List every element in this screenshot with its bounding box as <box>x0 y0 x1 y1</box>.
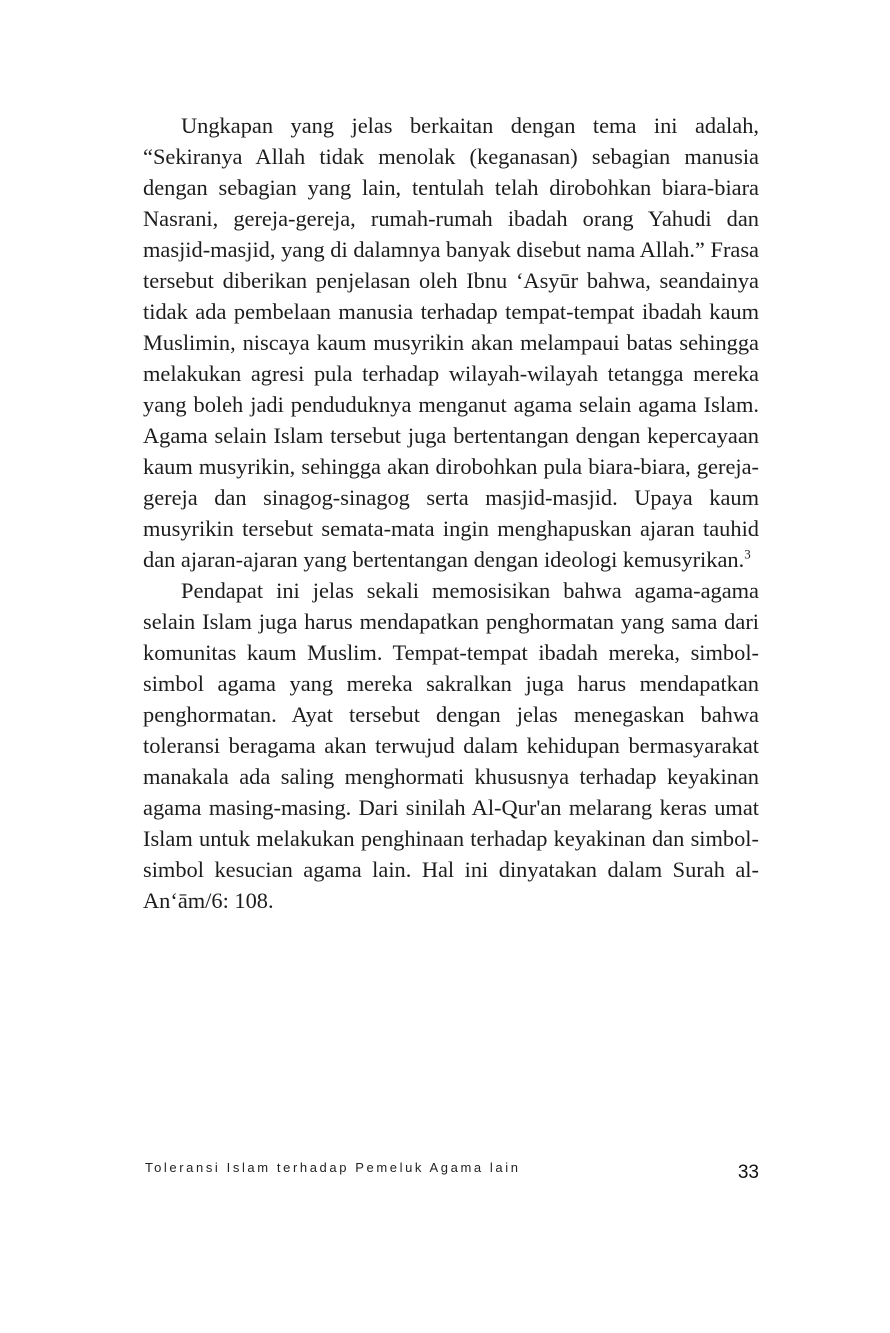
paragraph-2-text: Pendapat ini jelas sekali memosisikan bahwa agama-agama selain Islam juga harus mendapatkan penghormatan yang sama dari komunitas kaum Muslim. Tempat-tempat ibadah mereka, simbol-simbol agama yang mereka sakralkan juga harus mendapatkan penghormatan. Ayat tersebut dengan jelas menegaskan bahwa toleransi beragama akan terwujud dalam kehidupan bermasyarakat manakala ada saling menghormati khususnya terhadap keyakinan agama masing-masing. Dari sinilah Al-Qur'an melarang keras umat Islam untuk melakukan penghinaan terhadap keyakinan dan simbol-simbol kesucian agama lain. Hal ini dinyatakan dalam Surah al-An‘ām/6: 108. <box>143 578 759 913</box>
paragraph-2 <box>143 575 759 916</box>
footnote-marker: 3 <box>744 546 751 562</box>
page-footer <box>143 1160 759 1190</box>
paragraph-1 <box>143 110 759 575</box>
running-title: Toleransi Islam terhadap Pemeluk Agama lain <box>145 1160 521 1175</box>
page-number: 33 <box>737 1162 759 1183</box>
body-text <box>143 110 759 916</box>
paragraph-1-text: Ungkapan yang jelas berkaitan dengan tema ini adalah, “Sekiranya Allah tidak menolak (keganasan) sebagian manusia dengan sebagian yang lain, tentulah telah dirobohkan biara-biara Nasrani, gereja-gereja, rumah-rumah ibadah orang Yahudi dan masjid-masjid, yang di dalamnya banyak disebut nama Allah.” Frasa tersebut diberikan penjelasan oleh Ibnu ‘Asyūr bahwa, seandainya tidak ada pembelaan manusia terhadap tempat-tempat ibadah kaum Muslimin, niscaya kaum musyrikin akan melampaui batas sehingga melakukan agresi pula terhadap wilayah-wilayah tetangga mereka yang boleh jadi penduduknya menganut agama selain agama Islam. Agama selain Islam tersebut juga bertentangan dengan kepercayaan kaum musyrikin, sehingga akan dirobohkan pula biara-biara, gereja-gereja dan sinagog-sinagog serta masjid-masjid. Upaya kaum musyrikin tersebut semata-mata ingin menghapuskan ajaran tauhid dan ajaran-ajaran yang bertentangan dengan ideologi kemusyrikan. <box>143 113 759 572</box>
